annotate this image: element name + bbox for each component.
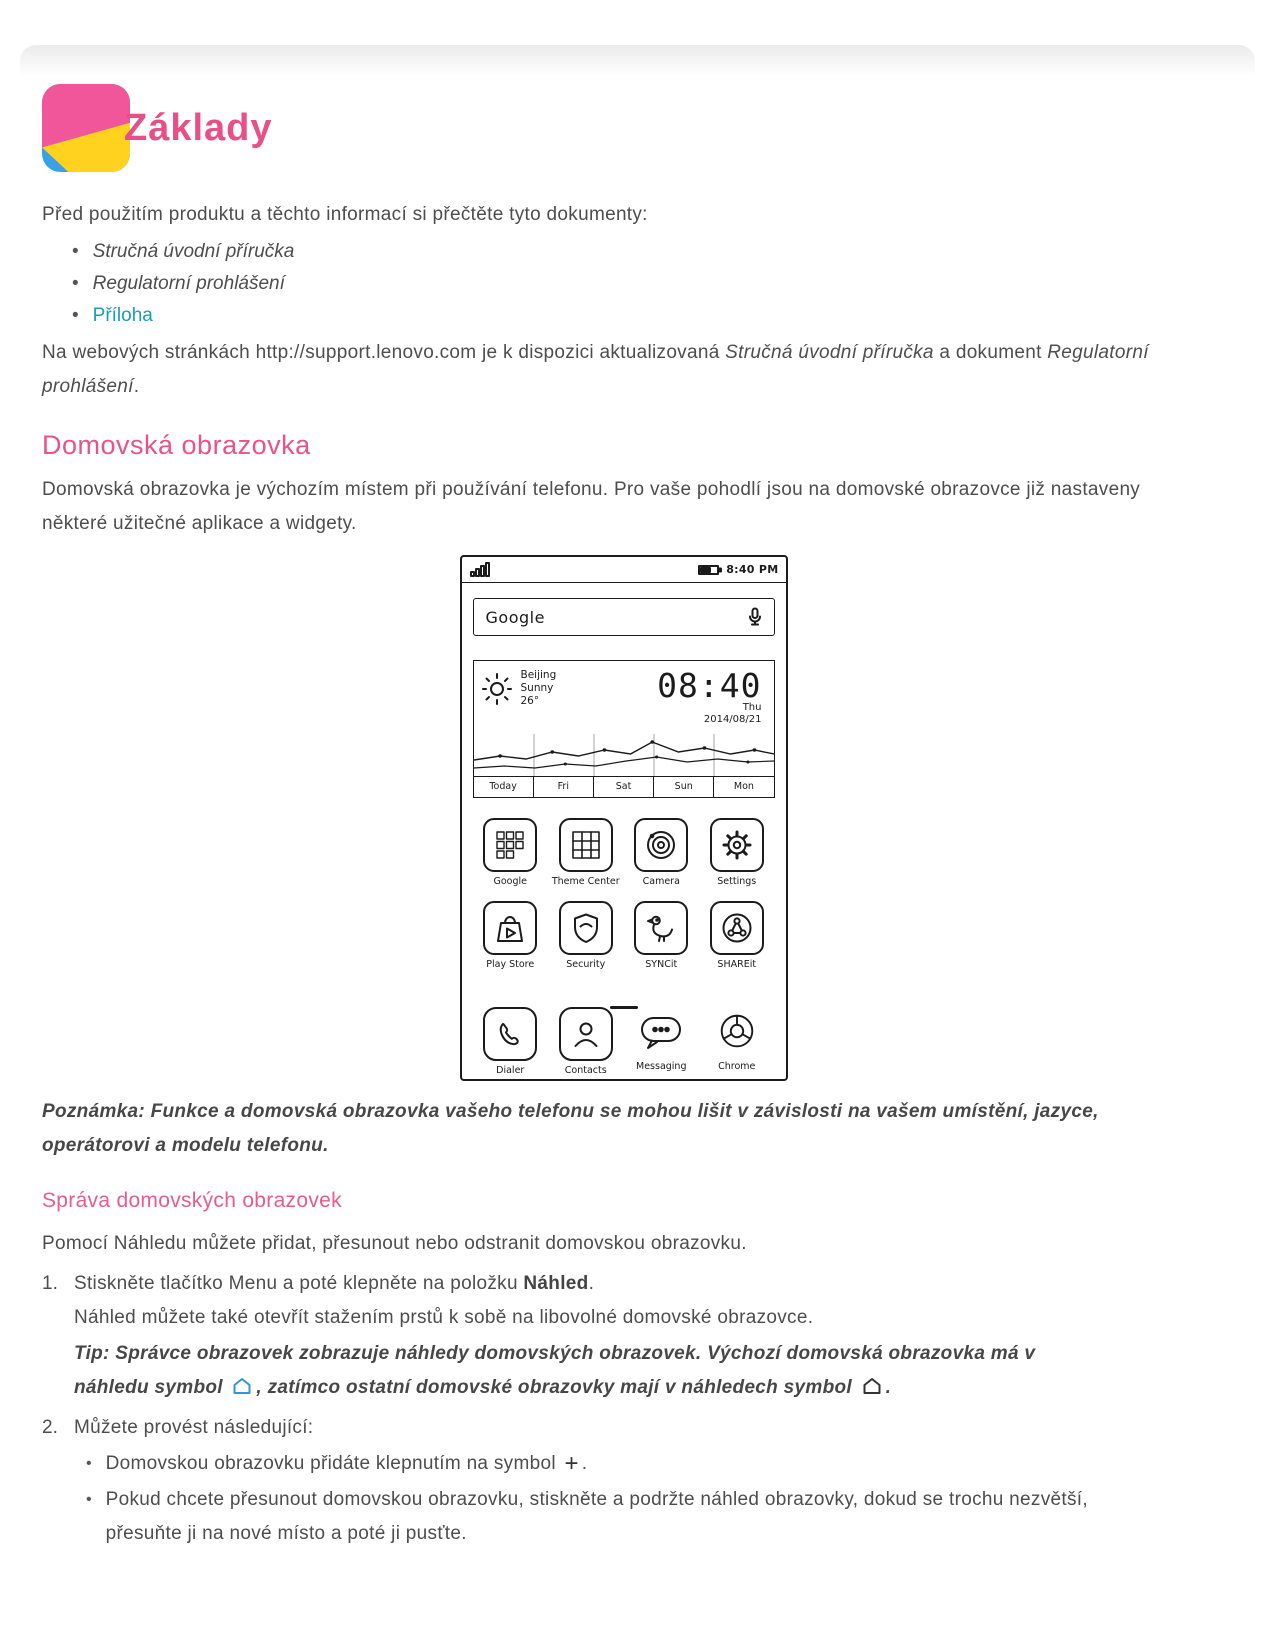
chapter-header [42, 84, 1205, 172]
signal-icon [469, 562, 495, 578]
status-right [698, 563, 778, 576]
text-run: Tip: Správce obrazovek zobrazuje náhledy domovských obrazovek. Výchozí domovská obrazovka má v náhledu symbol [74, 1343, 1036, 1398]
text-run: . [885, 1377, 892, 1398]
sun-icon [482, 671, 516, 707]
step-1-line-1 [74, 1267, 1124, 1301]
basics-chapter-icon [42, 84, 130, 172]
app-messaging: Messaging [624, 1007, 700, 1076]
dock-row [473, 1007, 775, 1076]
speech-bubble-icon [636, 1007, 686, 1057]
google-search-bar [473, 598, 775, 636]
bullet-icon: • [72, 273, 79, 294]
forecast-day: Sun [653, 777, 713, 797]
bullet-icon: • [86, 1455, 92, 1472]
sub-bullet-text: Pokud chcete přesunout domovskou obrazovku, stiskněte a podržte náhled obrazovky, dokud se trochu nezvětší, přesuňte ji na nové místo a poté ji pusťte. [105, 1489, 1088, 1544]
forecast-day: Today [489, 781, 517, 792]
search-label: Google [485, 607, 545, 627]
app-dialer: Dialer [473, 1007, 549, 1076]
step-number: 1. [42, 1273, 58, 1294]
forecast-day: Mon [713, 777, 773, 797]
shopping-bag-icon [483, 901, 537, 955]
text-run: . [588, 1273, 595, 1294]
status-time: 8:40 PM [726, 563, 779, 576]
step-1-body [74, 1267, 1124, 1405]
step-number: 2. [42, 1417, 58, 1438]
app-grid [473, 818, 775, 970]
app-theme-center: Theme Center [548, 818, 624, 887]
gear-icon [710, 818, 764, 872]
app-contacts: Contacts [548, 1007, 624, 1076]
note-paragraph [42, 1095, 1167, 1163]
bullet-icon: • [72, 241, 79, 262]
bold-term: Náhled [523, 1273, 589, 1294]
step-2-body [74, 1411, 1124, 1551]
plus-icon: + [564, 1450, 579, 1477]
doc-title: Regulatorní prohlášení [92, 273, 285, 294]
clock-day: Thu [742, 702, 762, 713]
forecast-day: Fri [533, 777, 593, 797]
forecast-day: Sat [593, 777, 653, 797]
app-settings: Settings [699, 818, 775, 887]
tip-paragraph [74, 1337, 1104, 1405]
clock-block [657, 666, 762, 726]
list-item [72, 236, 1205, 268]
app-play-store: Play Store [473, 901, 549, 970]
text-run: Domovskou obrazovku přidáte klepnutím na symbol [105, 1453, 562, 1474]
sub-bullet [74, 1447, 1124, 1481]
list-item [72, 300, 1205, 332]
weather-condition: Sunny [520, 682, 554, 694]
text-run: . [133, 376, 140, 397]
document-list [42, 236, 1205, 332]
step-1 [42, 1267, 1205, 1405]
weather-city: Beijing [520, 669, 557, 681]
theme-center-icon [559, 818, 613, 872]
weather-text [521, 669, 557, 708]
doc-title-inline: Regulatorní prohlášení [42, 342, 1149, 397]
doc-title: Stručná úvodní příručka [92, 241, 295, 262]
app-syncit: SYNCit [624, 901, 700, 970]
step-1-line-2: Náhled můžete také otevřít stažením prstů k sobě na libovolné domovské obrazovce. [74, 1307, 814, 1328]
step-2-lead: Můžete provést následující: [74, 1417, 314, 1438]
bird-icon [634, 901, 688, 955]
widget-top [474, 661, 774, 726]
page-title: Základy [124, 106, 273, 149]
text-run: . [581, 1453, 588, 1474]
chrome-icon [712, 1007, 762, 1057]
weather-trend-chart [474, 728, 774, 776]
text-run: Stiskněte tlačítko Menu a poté klepněte na položku [74, 1273, 524, 1294]
camera-icon [634, 818, 688, 872]
app-google: Google [473, 818, 549, 887]
app-chrome: Chrome [699, 1007, 775, 1076]
app-shareit: SHAREit [699, 901, 775, 970]
support-paragraph [42, 336, 1167, 404]
intro-lead: Před použitím produktu a těchto informací si přečtěte tyto dokumenty: [42, 204, 648, 225]
manage-section-body: Pomocí Náhledu můžete přidat, přesunout nebo odstranit domovskou obrazovku. [42, 1233, 747, 1254]
weather-temp: 26° [520, 695, 540, 707]
priloha-link[interactable]: Příloha [92, 305, 153, 326]
forecast-days-row [474, 776, 774, 797]
text-run: Na webových stránkách http://support.lenovo.com je k dispozici aktualizovaná [42, 342, 726, 363]
clock-weather-widget [473, 660, 775, 798]
phone-handset-icon [483, 1007, 537, 1061]
app-security: Security [548, 901, 624, 970]
weather-block [482, 669, 557, 708]
home-icon-blue [232, 1377, 252, 1395]
doc-title-inline: Stručná úvodní příručka [725, 342, 934, 363]
bullet-icon: • [86, 1491, 92, 1508]
sub-bullet-text [106, 1447, 588, 1481]
clock-time: 08:40 [657, 666, 762, 705]
list-item [72, 268, 1205, 300]
home-icon-black [862, 1377, 882, 1395]
shield-icon [559, 901, 613, 955]
text-run: a dokument [933, 342, 1048, 363]
phone-screenshot [460, 555, 788, 1081]
bullet-icon: • [72, 305, 79, 326]
home-section-body: Domovská obrazovka je výchozím místem při používání telefonu. Pro vaše pohodlí jsou na domovské obrazovce již nastaveny některé užitečné aplikace a widgety. [42, 479, 1141, 534]
step-2 [42, 1411, 1205, 1551]
person-icon [559, 1007, 613, 1061]
app-camera: Camera [624, 818, 700, 887]
section-heading-home-screen: Domovská obrazovka [42, 430, 311, 460]
google-apps-icon [483, 818, 537, 872]
share-network-icon [710, 901, 764, 955]
phone-status-bar [462, 557, 786, 583]
microphone-icon [748, 607, 762, 627]
sub-bullet [74, 1483, 1124, 1551]
text-run: , zatímco ostatní domovské obrazovky mají v náhledech symbol [256, 1377, 858, 1398]
battery-icon [698, 564, 722, 576]
note-text: Poznámka: Funkce a domovská obrazovka vašeho telefonu se mohou lišit v závislosti na vašem umístění, jazyce, operátorovi a modelu telefonu. [42, 1101, 1099, 1156]
section-heading-manage-screens: Správa domovských obrazovek [42, 1189, 342, 1212]
clock-date: 2014/08/21 [703, 714, 762, 725]
